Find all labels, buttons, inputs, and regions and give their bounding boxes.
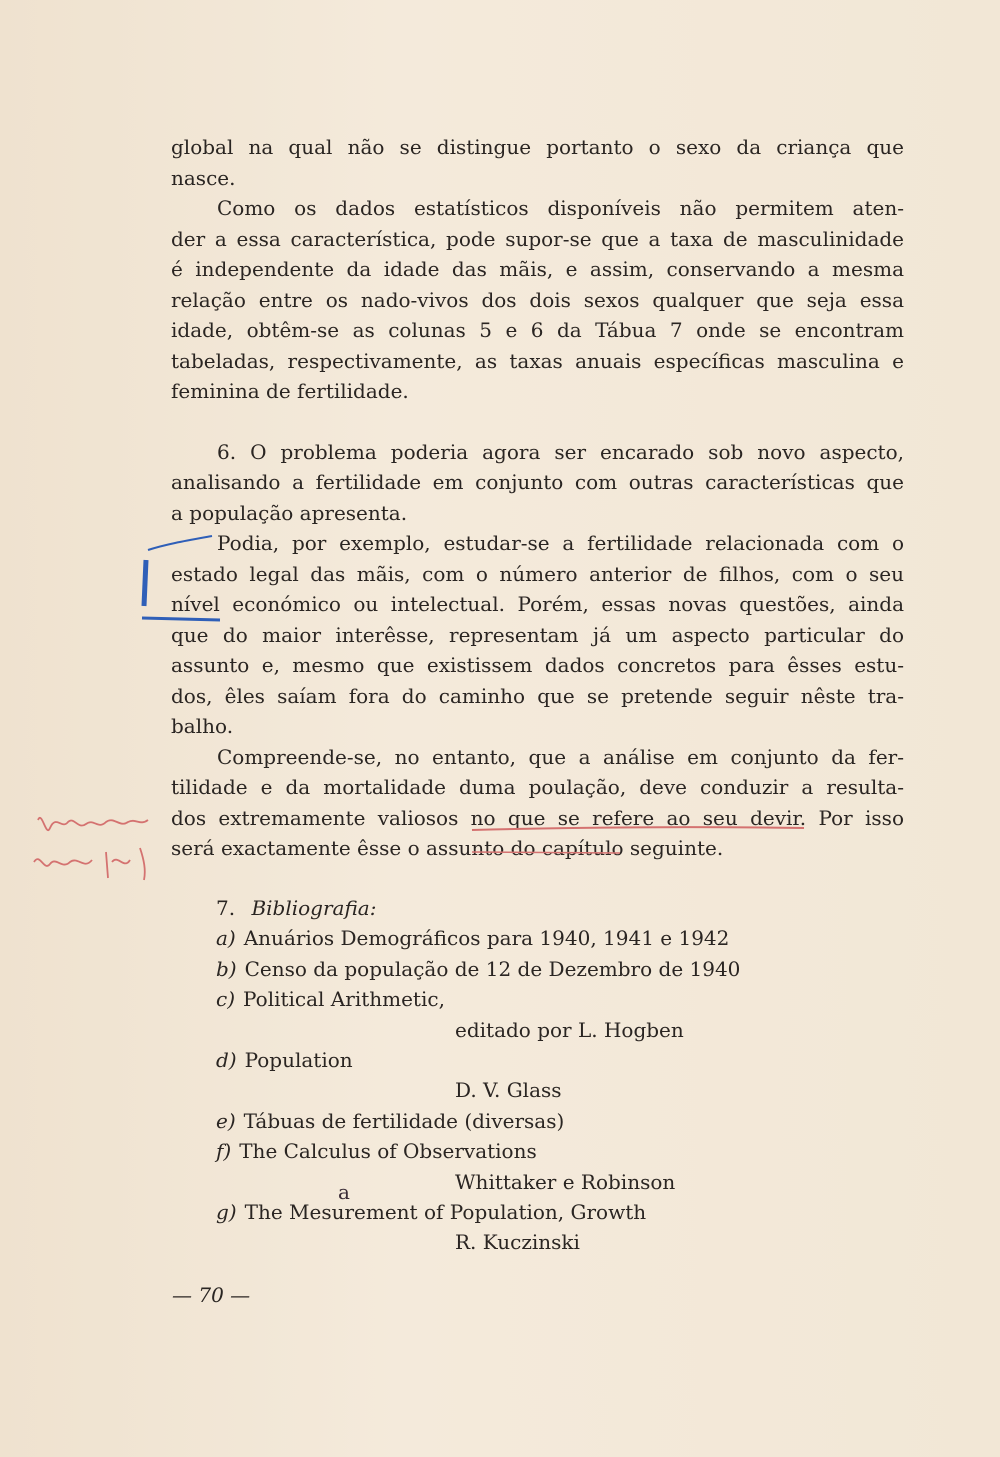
paragraph-line: der a essa característica, pode supor-se que a taxa de masculinidade <box>171 226 904 251</box>
paragraph-line: Compreende-se, no entanto, que a análise em conjunto da fer- <box>217 744 904 769</box>
paragraph-line: idade, obtêm-se as colunas 5 e 6 da Tábua 7 onde se encontram <box>171 318 904 342</box>
bibliography-item <box>216 1045 816 1075</box>
item-key: g) <box>216 1199 237 1224</box>
paragraph-line: dos extremamente valiosos no que se refere ao seu devir. Por isso <box>171 805 904 830</box>
item-key: d) <box>216 1047 237 1072</box>
bibliography-item <box>216 984 816 1014</box>
item-author: D. V. Glass <box>455 1078 562 1103</box>
item-key: e) <box>216 1108 236 1133</box>
paragraph-line: assunto e, mesmo que existissem dados concretos para êsses estu- <box>171 653 904 677</box>
bibliography-title: Bibliografia: <box>251 896 377 920</box>
bibliography-item <box>216 923 816 953</box>
handwritten-insert: a <box>338 1180 350 1204</box>
paragraph-line: analisando a fertilidade em conjunto com outras características que <box>171 470 904 494</box>
paragraph-line: feminina de fertilidade. <box>171 379 409 403</box>
paragraph-line: relação entre os nado-vivos dos dois sexos qualquer que seja essa <box>171 287 904 312</box>
paragraph-line: nível económico ou intelectual. Porém, essas novas questões, ainda <box>171 592 904 616</box>
bibliography <box>216 893 816 1258</box>
item-author: Whittaker e Robinson <box>455 1169 676 1194</box>
item-key: b) <box>216 956 237 981</box>
paragraph-line: que do maior interêsse, representam já um aspecto particular do <box>171 622 904 647</box>
section-number: 7. <box>216 896 236 920</box>
paragraph-line: 6. O problema poderia agora ser encarado sob novo aspecto, <box>217 439 904 464</box>
paragraph-line: é independente da idade das mãis, e assim, conservando a mesma <box>171 257 904 281</box>
paragraph-line: a população apresenta. <box>171 500 408 525</box>
item-text: Tábuas de fertilidade (diversas) <box>243 1108 565 1133</box>
paragraph-line: Como os dados estatísticos disponíveis não permitem aten- <box>217 196 904 220</box>
paragraph-line: estado legal das mãis, com o número anterior de filhos, com o seu <box>171 561 904 586</box>
paragraph-line: nasce. <box>171 165 236 190</box>
bibliography-item <box>216 1106 816 1136</box>
item-key: a) <box>216 926 236 951</box>
item-author: R. Kuczinski <box>455 1230 580 1255</box>
item-key: c) <box>216 987 236 1012</box>
item-text: The Mesurement of Population, Growth <box>244 1199 647 1224</box>
margin-scribble <box>28 800 168 890</box>
item-author: editado por L. Hogben <box>455 1017 684 1042</box>
paragraph-line: Podia, por exemplo, estudar-se a fertilidade relacionada com o <box>217 531 904 555</box>
item-key: f) <box>216 1139 232 1164</box>
paragraph-line: dos, êles saíam fora do caminho que se pretende seguir nêste tra- <box>171 683 904 708</box>
item-text: The Calculus of Observations <box>239 1139 537 1164</box>
paragraph-line: balho. <box>171 714 234 738</box>
item-text: Political Arithmetic, <box>243 987 445 1012</box>
paragraph-line: tilidade e da mortalidade duma poulação, deve conduzir a resulta- <box>171 775 904 799</box>
page-number: — 70 — <box>172 1283 251 1307</box>
item-text: Anuários Demográficos para 1940, 1941 e 1942 <box>243 926 730 951</box>
paragraph-line: tabeladas, respectivamente, as taxas anuais específicas masculina e <box>171 348 904 373</box>
item-text: Population <box>244 1047 353 1072</box>
bibliography-item <box>216 954 816 984</box>
body-text <box>171 132 904 864</box>
paragraph-line: global na qual não se distingue portanto o sexo da criança que <box>171 135 904 159</box>
item-text: Censo da população de 12 de Dezembro de 1940 <box>244 956 741 981</box>
bibliography-heading <box>216 893 816 923</box>
bibliography-item <box>216 1136 816 1166</box>
paragraph-line: será exactamente êsse o assunto do capítulo seguinte. <box>171 836 724 860</box>
bibliography-item <box>216 1197 816 1227</box>
